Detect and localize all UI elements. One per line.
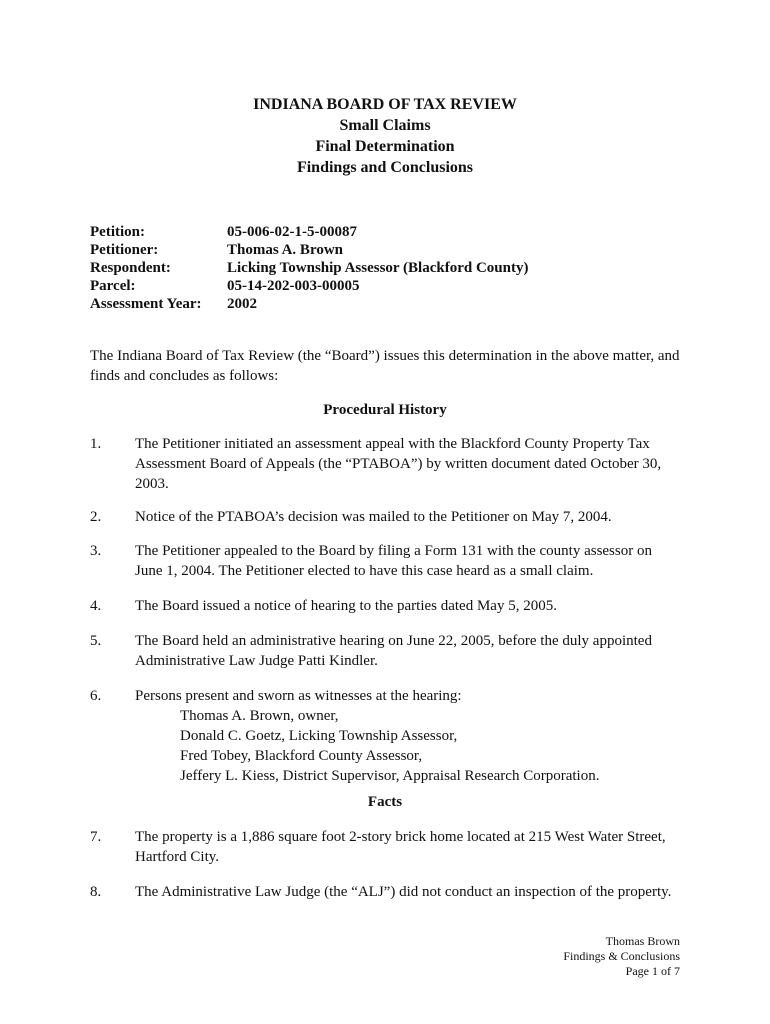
petition-label: Petition: bbox=[90, 224, 145, 240]
parcel-value: 05-14-202-003-00005 bbox=[227, 278, 360, 294]
assessment-year-label: Assessment Year: bbox=[90, 296, 202, 312]
determination-title: Final Determination bbox=[315, 138, 455, 155]
petition-value: 05-006-02-1-5-00087 bbox=[227, 224, 357, 240]
findings-title: Findings and Conclusions bbox=[296, 159, 474, 176]
footer-doc-type: Findings & Conclusions bbox=[563, 949, 680, 963]
board-title: INDIANA BOARD OF TAX REVIEW bbox=[253, 96, 517, 113]
item-text bbox=[135, 686, 683, 786]
facts-heading: Facts bbox=[367, 794, 403, 810]
page-footer bbox=[563, 934, 680, 979]
petitioner-value: Thomas A. Brown bbox=[227, 242, 344, 258]
footer-party: Thomas Brown bbox=[605, 934, 680, 948]
item-text: The Petitioner initiated an assessment appeal with the Blackford County Property Tax Assessment Board of Appeals (the “PTABOA”) by written document dated October 30, 2003. bbox=[135, 436, 662, 492]
item-number: 8. bbox=[90, 884, 102, 900]
witness-entry: Jeffery L. Kiess, District Supervisor, Appraisal Research Corporation. bbox=[180, 768, 600, 784]
item-number: 6. bbox=[90, 688, 102, 704]
respondent-label: Respondent: bbox=[90, 260, 171, 276]
item-text: The property is a 1,886 square foot 2-story brick home located at 215 West Water Street, Hartford City. bbox=[135, 829, 666, 865]
petitioner-label: Petitioner: bbox=[90, 242, 159, 258]
item-number: 5. bbox=[90, 633, 102, 649]
assessment-year-value: 2002 bbox=[227, 296, 257, 312]
witness-entry: Thomas A. Brown, owner, bbox=[180, 708, 339, 724]
item-number: 4. bbox=[90, 598, 102, 614]
witness-intro: Persons present and sworn as witnesses at the hearing: bbox=[135, 688, 462, 704]
respondent-value: Licking Township Assessor (Blackford County) bbox=[227, 260, 529, 276]
procedural-history-heading: Procedural History bbox=[323, 402, 447, 418]
item-text: The Petitioner appealed to the Board by filing a Form 131 with the county assessor on June 1, 2004. The Petitioner elected to have this case heard as a small claim. bbox=[135, 543, 652, 579]
witness-entry: Fred Tobey, Blackford County Assessor, bbox=[180, 748, 423, 764]
footer-page-number: Page 1 of 7 bbox=[625, 964, 680, 978]
item-text: The Board issued a notice of hearing to the parties dated May 5, 2005. bbox=[135, 598, 557, 614]
item-number: 1. bbox=[90, 436, 102, 452]
item-text: The Administrative Law Judge (the “ALJ”) did not conduct an inspection of the property. bbox=[135, 884, 672, 900]
parcel-label: Parcel: bbox=[90, 278, 136, 294]
item-number: 3. bbox=[90, 543, 102, 559]
intro-paragraph: The Indiana Board of Tax Review (the “Board”) issues this determination in the above matter, and finds and concludes as follows: bbox=[90, 348, 680, 384]
item-number: 2. bbox=[90, 509, 102, 525]
witness-entry: Donald C. Goetz, Licking Township Assessor, bbox=[180, 728, 458, 744]
claim-type: Small Claims bbox=[339, 117, 431, 134]
item-text: The Board held an administrative hearing on June 22, 2005, before the duly appointed Administrative Law Judge Patti Kindler. bbox=[135, 633, 652, 669]
item-text: Notice of the PTABOA’s decision was mailed to the Petitioner on May 7, 2004. bbox=[135, 509, 612, 525]
item-number: 7. bbox=[90, 829, 102, 845]
